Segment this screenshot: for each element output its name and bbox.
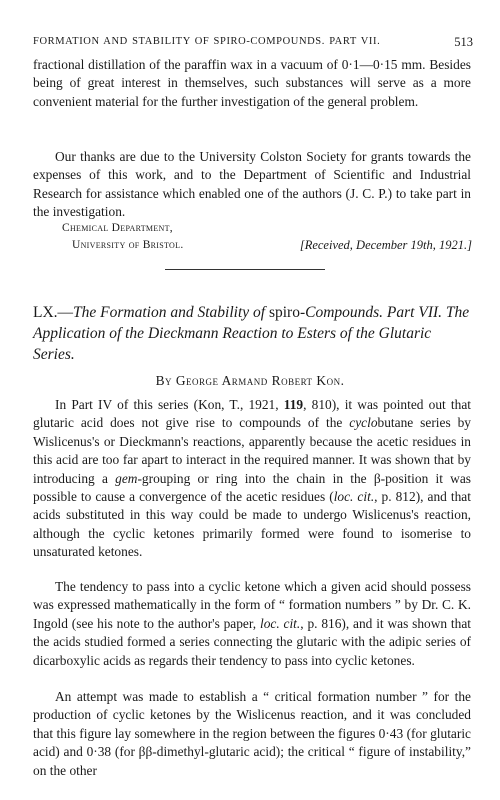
received-date: [Received, December 19th, 1921.]	[299, 238, 472, 252]
section-divider	[165, 269, 325, 270]
affiliation-signoff	[62, 220, 472, 254]
article-title	[33, 302, 473, 365]
paragraph-continuation	[33, 56, 471, 111]
title-spiro: spiro	[268, 304, 300, 321]
body-paragraph-1	[33, 396, 471, 562]
department-line: Chemical Department,	[62, 222, 173, 234]
text-run: , p. 812), and that acids substituted in this way could be made to undergo Wislicenus's reaction, although the cyclic ketones primarily formed were found to isomerise to unsaturated ketones.	[33, 489, 471, 560]
paragraph-text: fractional distillation of the paraffin wax in a vacuum of 0·1—0·15 mm. Besides being of great interest in themselves, such substances will serve as a more convenient material for the further investigation of the general problem.	[33, 57, 471, 109]
text-run: The tendency to pass into a cyclic ketone which a given acid should possess was expressed mathematically in the form of “ formation numbers ” by Dr. C. K. Ingold (see his note to the author's paper,	[33, 579, 471, 631]
italic-term: gem	[115, 470, 138, 486]
running-title: FORMATION AND STABILITY OF SPIRO-COMPOUNDS. PART VII.	[33, 36, 381, 47]
university-line: University of Bristol.	[72, 239, 184, 251]
article-number: LX.—	[33, 304, 74, 321]
text-run: In Part IV of this series (Kon, T., 1921,	[55, 397, 284, 412]
paragraph-text: An attempt was made to establish a “ critical formation number ” for the production of cyclic ketones by the Wislicenus reaction, and it was concluded that this figure lay somewhere in the region between the figures 0·43 (for glutaric acid) and 0·38 (for ββ-dimethyl-glutaric acid); the critical “ figure of instability,” on the other	[33, 689, 471, 778]
title-part-b: -Compounds. Part VII. The Application of the Dieckmann Reaction to Esters of the Glutaric Series.	[33, 304, 470, 363]
text-run: , 810), it was pointed out that glutaric acid does not give rise to compounds of the	[33, 397, 471, 431]
running-header	[33, 36, 473, 47]
italic-term: cyclo	[349, 415, 378, 431]
author-byline: By George Armand Robert Kon.	[155, 373, 345, 388]
italic-citation: loc. cit.	[259, 615, 301, 631]
italic-citation: loc. cit.	[333, 489, 375, 505]
volume-number: 119	[283, 397, 304, 412]
page-number: 513	[454, 35, 473, 49]
body-paragraph-2	[33, 578, 471, 670]
title-part-a: The Formation and Stability of	[73, 304, 269, 321]
acknowledgements-paragraph	[33, 148, 471, 222]
text-run: -grouping or ring into the chain in the β-position it was possible to cause a convergence of the acetic residues (	[33, 470, 472, 505]
body-paragraph-3	[33, 688, 471, 780]
text-run: butane series by Wislicenus's or Dieckmann's reactions, apparently because the acetic residues in this acid are too far apart to interact in the required manner. It was shown that by introducing a	[33, 415, 471, 486]
paragraph-text: Our thanks are due to the University Colston Society for grants towards the expenses of this work, and to the Department of Scientific and Industrial Research for assistance which enabled one of the authors (J. C. P.) to take part in the investigation.	[33, 149, 471, 220]
text-run: , p. 816), and it was shown that the acids studied formed a series connecting the glutaric with the adipic series of dicarboxylic acids as regards their tendency to pass into cyclic ketones.	[33, 615, 471, 668]
